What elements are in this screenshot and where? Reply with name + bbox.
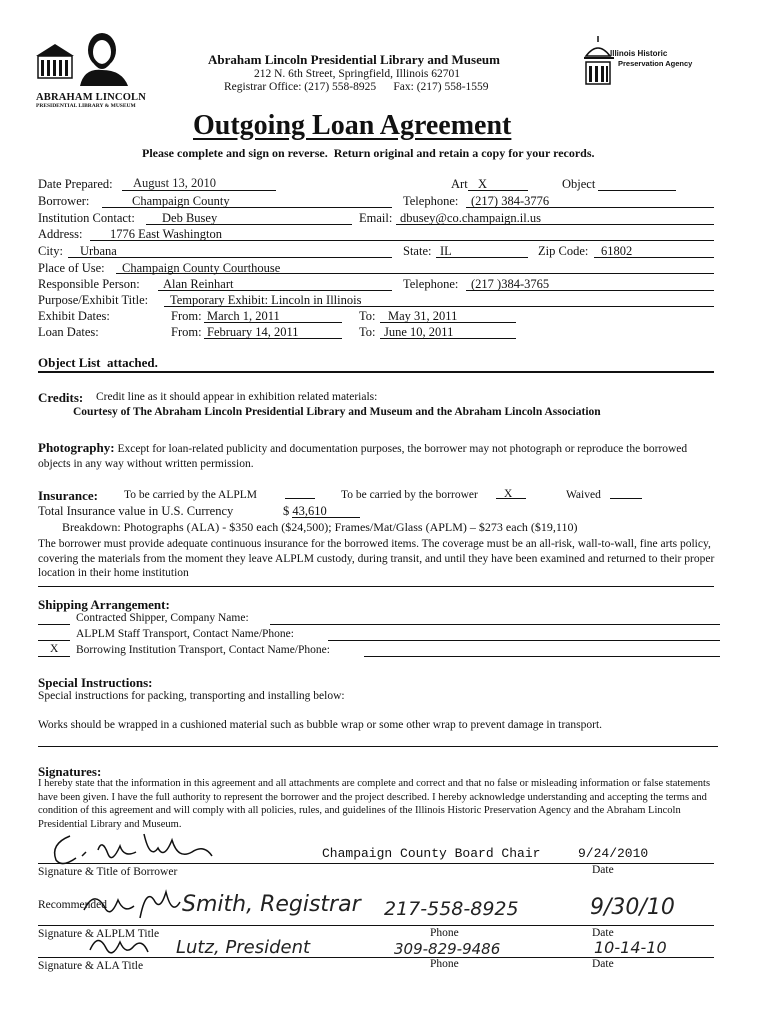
date-prepared-label: Date Prepared: bbox=[38, 177, 113, 191]
exhibit-to-label: To: bbox=[359, 309, 376, 323]
place-underline bbox=[116, 273, 714, 274]
date-prepared-underline bbox=[122, 190, 276, 191]
exhibit-from-underline bbox=[204, 322, 342, 323]
borrower-sig-label: Signature & Title of Borrower bbox=[38, 866, 178, 878]
shipping-opt3: Borrowing Institution Transport, Contact Name/Phone: bbox=[76, 644, 330, 656]
org-phones: Registrar Office: (217) 558-8925 Fax: (217) 558-1559 bbox=[224, 81, 489, 93]
loan-to-label: To: bbox=[359, 325, 376, 339]
shipping-label: Shipping Arrangement: bbox=[38, 597, 170, 612]
place-label: Place of Use: bbox=[38, 261, 105, 275]
alplm-phone[interactable]: 217-558-8925 bbox=[384, 898, 519, 920]
address-underline bbox=[90, 240, 714, 241]
object-list-note: Object List attached. bbox=[38, 355, 158, 370]
logo-right-line1: Illinois Historic bbox=[610, 49, 668, 58]
shipping-opt2-field[interactable] bbox=[328, 640, 720, 641]
place-value[interactable]: Champaign County Courthouse bbox=[122, 261, 281, 275]
borrower-signature bbox=[46, 830, 246, 870]
page-subtitle: Please complete and sign on reverse. Return original and retain a copy for your records. bbox=[142, 146, 595, 160]
shipping-opt3-check bbox=[38, 656, 70, 657]
telephone-underline bbox=[466, 207, 714, 208]
ala-date-label: Date bbox=[592, 958, 614, 970]
email-label: Email: bbox=[359, 211, 393, 225]
special-label: Special Instructions: bbox=[38, 675, 153, 690]
insurance-total-value[interactable]: $ 43,610 bbox=[283, 504, 327, 518]
city-label: City: bbox=[38, 244, 64, 258]
shipping-opt1-check[interactable] bbox=[38, 624, 70, 625]
alplm-phone-label: Phone bbox=[430, 927, 459, 939]
photography-section bbox=[38, 441, 718, 471]
contact-underline bbox=[146, 224, 352, 225]
alplm-logo bbox=[36, 30, 147, 109]
responsible-underline bbox=[158, 290, 392, 291]
divider-3 bbox=[38, 746, 718, 747]
signatures-statement: I hereby state that the information in this agreement and all attachments are complete and correct and that no false or misleading information or false statements have been given. I have the full authority to represent the borrower and the project described. I hereby acknowledge understanding and accepting the terms and condition of this agreement and will comply with all policies, rules, and guidelines of the Illinois Historic Preservation Agency and the Abraham Lincoln Presidential Library and Museum. bbox=[38, 778, 711, 830]
insurance-waived-option: Waived bbox=[566, 489, 601, 501]
art-underline bbox=[468, 190, 528, 191]
exhibit-to-underline bbox=[380, 322, 516, 323]
org-name: Abraham Lincoln Presidential Library and Museum bbox=[208, 52, 500, 67]
ihpa-logo bbox=[584, 36, 694, 92]
recommended-label: Recommended bbox=[38, 899, 107, 911]
purpose-value[interactable]: Temporary Exhibit: Lincoln in Illinois bbox=[170, 293, 362, 307]
page-title: Outgoing Loan Agreement bbox=[193, 110, 512, 141]
contact-value[interactable]: Deb Busey bbox=[162, 211, 218, 225]
photography-label: Photography: bbox=[38, 440, 115, 455]
credits-text: Credit line as it should appear in exhibition related materials: bbox=[96, 391, 378, 403]
date-prepared-value[interactable]: August 13, 2010 bbox=[133, 176, 216, 190]
zip-label: Zip Code: bbox=[538, 244, 589, 258]
borrower-underline bbox=[102, 207, 392, 208]
shipping-opt2-check[interactable] bbox=[38, 640, 70, 641]
alplm-sig-label: Signature & ALPLM Title bbox=[38, 928, 160, 940]
insurance-borrower-blank bbox=[496, 498, 526, 499]
ala-phone-label: Phone bbox=[430, 958, 459, 970]
telephone2-label: Telephone: bbox=[403, 277, 459, 291]
loan-to-underline bbox=[380, 338, 516, 339]
telephone-label: Telephone: bbox=[403, 194, 459, 208]
object-underline bbox=[598, 190, 676, 191]
divider-1 bbox=[38, 371, 714, 373]
exhibit-from-value[interactable]: March 1, 2011 bbox=[207, 309, 280, 323]
insurance-total-label: Total Insurance value in U.S. Currency bbox=[38, 504, 234, 518]
art-checkbox-mark[interactable]: X bbox=[478, 177, 488, 191]
ala-sig-label: Signature & ALA Title bbox=[38, 960, 144, 972]
loan-from-underline bbox=[204, 338, 342, 339]
insurance-waived-blank[interactable] bbox=[610, 498, 642, 499]
exhibit-to-value[interactable]: May 31, 2011 bbox=[388, 309, 458, 323]
logo-right-line2: Preservation Agency bbox=[618, 59, 693, 68]
capitol-dome-icon bbox=[584, 36, 618, 86]
lincoln-portrait-icon bbox=[36, 30, 136, 86]
insurance-borrower-option: To be carried by the borrower bbox=[341, 489, 478, 501]
loan-to-value[interactable]: June 10, 2011 bbox=[384, 325, 454, 339]
exhibit-from-label: From: bbox=[171, 309, 202, 323]
ala-handwritten[interactable]: Lutz, President bbox=[176, 937, 311, 958]
email-underline bbox=[396, 224, 714, 225]
address-label: Address: bbox=[38, 227, 83, 241]
ala-phone[interactable]: 309-829-9486 bbox=[394, 940, 501, 958]
special-instructions[interactable]: Works should be wrapped in a cushioned material such as bubble wrap or some other wrap to prevent damage in transport. bbox=[38, 719, 603, 731]
ala-date[interactable]: 10-14-10 bbox=[594, 938, 667, 957]
responsible-value[interactable]: Alan Reinhart bbox=[163, 277, 234, 291]
borrower-label: Borrower: bbox=[38, 194, 90, 208]
telephone-value[interactable]: (217) 384-3776 bbox=[471, 194, 550, 208]
shipping-opt2: ALPLM Staff Transport, Contact Name/Phone: bbox=[76, 628, 294, 640]
insurance-alplm-option: To be carried by the ALPLM bbox=[124, 489, 258, 501]
borrower-date-label: Date bbox=[592, 864, 614, 876]
city-underline bbox=[68, 257, 392, 258]
credits-line: Courtesy of The Abraham Lincoln Presidential Library and Museum and the Abraham Lincoln Association bbox=[73, 406, 601, 418]
object-label: Object bbox=[562, 177, 596, 191]
org-address: 212 N. 6th Street, Springfield, Illinois 62701 bbox=[254, 68, 461, 80]
loan-from-value[interactable]: February 14, 2011 bbox=[207, 325, 299, 339]
signatures-label: Signatures: bbox=[38, 764, 102, 779]
address-value[interactable]: 1776 East Washington bbox=[110, 227, 222, 241]
alplm-sig-line bbox=[38, 925, 714, 926]
purpose-label: Purpose/Exhibit Title: bbox=[38, 293, 149, 307]
loan-from-label: From: bbox=[171, 325, 202, 339]
art-label: Art bbox=[451, 177, 468, 191]
shipping-opt3-mark[interactable]: X bbox=[50, 643, 59, 655]
alplm-date-label: Date bbox=[592, 927, 614, 939]
zip-value[interactable]: 61802 bbox=[601, 244, 633, 258]
shipping-opt3-field[interactable] bbox=[364, 656, 720, 657]
borrower-value[interactable]: Champaign County bbox=[132, 194, 230, 208]
state-label: State: bbox=[403, 244, 432, 258]
responsible-label: Responsible Person: bbox=[38, 277, 140, 291]
divider-2 bbox=[38, 586, 714, 587]
contact-label: Institution Contact: bbox=[38, 211, 135, 225]
insurance-policy: The borrower must provide adequate continuous insurance for the borrowed items. The coverage must be an all-risk, wall-to-wall, fine arts policy, covering the materials from the moment they leave ALPLM custody, during transit, and until they have been examined and returned to their proper location in their home institution bbox=[38, 538, 715, 579]
state-value[interactable]: IL bbox=[440, 244, 452, 258]
ala-signature bbox=[86, 930, 186, 964]
exhibit-dates-label: Exhibit Dates: bbox=[38, 309, 110, 323]
alplm-date[interactable]: 9/30/10 bbox=[590, 895, 675, 920]
telephone2-underline bbox=[466, 290, 714, 291]
photography-text: Except for loan-related publicity and documentation purposes, the borrower may not photograph or reproduce the borrowed objects in any way without written permission. bbox=[38, 443, 688, 470]
insurance-breakdown: Breakdown: Photographs (ALA) - $350 each ($24,500); Frames/Mat/Glass (APLM) – $273 each ($19,110) bbox=[62, 520, 578, 534]
borrower-title[interactable]: Champaign County Board Chair bbox=[322, 846, 541, 861]
email-value[interactable]: dbusey@co.champaign.il.us bbox=[400, 211, 541, 225]
state-underline bbox=[436, 257, 528, 258]
logo-left-line1: ABRAHAM LINCOLN bbox=[36, 92, 147, 103]
borrower-date[interactable]: 9/24/2010 bbox=[578, 846, 649, 861]
city-value[interactable]: Urbana bbox=[80, 244, 117, 258]
credits-label: Credits: bbox=[38, 390, 84, 405]
insurance-alplm-blank[interactable] bbox=[285, 498, 315, 499]
telephone2-value[interactable]: (217 )384-3765 bbox=[471, 277, 550, 291]
purpose-underline bbox=[164, 306, 714, 307]
insurance-label: Insurance: bbox=[38, 488, 98, 503]
loan-dates-label: Loan Dates: bbox=[38, 325, 99, 339]
special-text: Special instructions for packing, transporting and installing below: bbox=[38, 690, 345, 702]
zip-underline bbox=[594, 257, 714, 258]
insurance-borrower-mark[interactable]: X bbox=[504, 488, 513, 500]
logo-left-line2: PRESIDENTIAL LIBRARY & MUSEUM bbox=[36, 103, 136, 109]
shipping-opt1: Contracted Shipper, Company Name: bbox=[76, 612, 249, 624]
insurance-total-underline bbox=[292, 517, 360, 518]
alplm-handwritten[interactable]: Smith, Registrar bbox=[182, 892, 361, 917]
shipping-opt1-field[interactable] bbox=[270, 624, 720, 625]
